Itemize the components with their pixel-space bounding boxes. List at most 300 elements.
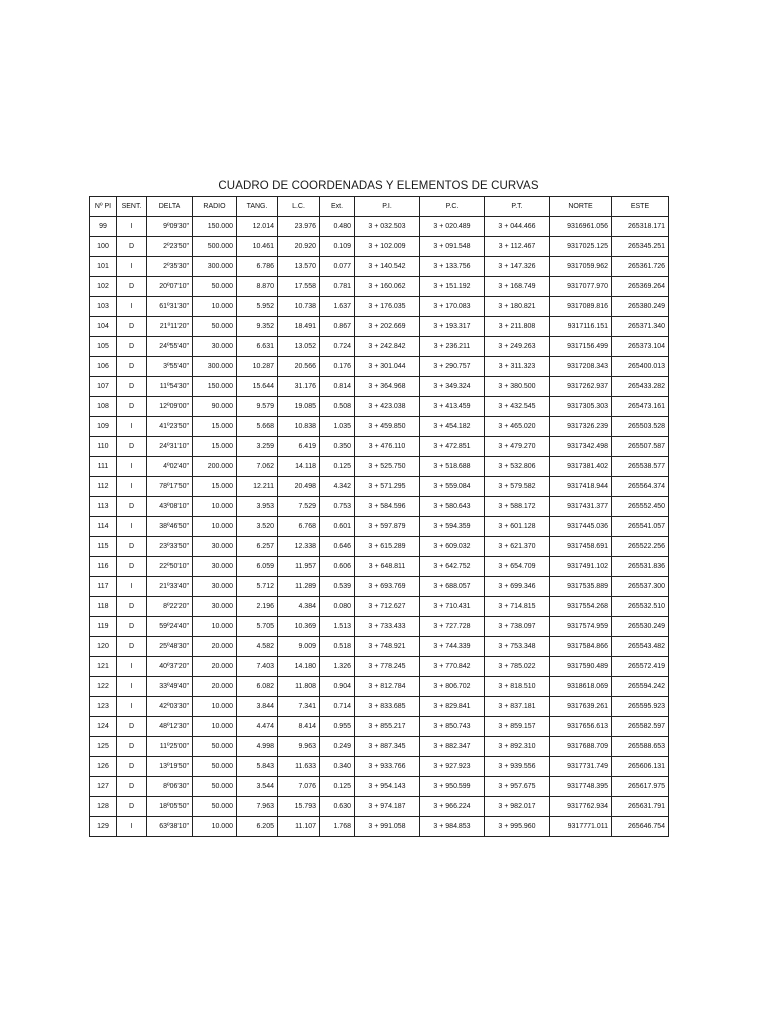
cell-pc: 3 + 829.841 <box>420 697 485 717</box>
cell-delta: 42º03'30" <box>147 697 193 717</box>
cell-pi-station: 3 + 991.058 <box>355 817 420 837</box>
cell-lc: 14.180 <box>278 657 320 677</box>
cell-norte: 9317554.268 <box>550 597 612 617</box>
cell-tang: 6.059 <box>237 557 278 577</box>
cell-ext: 0.714 <box>320 697 355 717</box>
cell-norte: 9318618.069 <box>550 677 612 697</box>
cell-este: 265318.171 <box>612 217 669 237</box>
cell-este: 265617.975 <box>612 777 669 797</box>
cell-pc: 3 + 727.728 <box>420 617 485 637</box>
cell-delta: 13º19'50" <box>147 757 193 777</box>
cell-pi: 99 <box>90 217 117 237</box>
cell-este: 265646.754 <box>612 817 669 837</box>
table-row <box>90 697 669 717</box>
cell-tang: 2.196 <box>237 597 278 617</box>
cell-pc: 3 + 770.842 <box>420 657 485 677</box>
header-row <box>90 197 669 217</box>
cell-pt: 3 + 249.263 <box>485 337 550 357</box>
cell-sent: D <box>117 337 147 357</box>
cell-lc: 6.768 <box>278 517 320 537</box>
cell-radio: 10.000 <box>193 717 237 737</box>
cell-pi: 113 <box>90 497 117 517</box>
cell-este: 265433.282 <box>612 377 669 397</box>
cell-lc: 10.369 <box>278 617 320 637</box>
header-pi: Nº PI <box>90 197 117 217</box>
cell-sent: D <box>117 797 147 817</box>
cell-pc: 3 + 151.192 <box>420 277 485 297</box>
cell-tang: 3.953 <box>237 497 278 517</box>
cell-pt: 3 + 532.806 <box>485 457 550 477</box>
cell-tang: 6.786 <box>237 257 278 277</box>
cell-ext: 1.326 <box>320 657 355 677</box>
cell-este: 265522.256 <box>612 537 669 557</box>
table-row <box>90 357 669 377</box>
cell-sent: I <box>117 577 147 597</box>
cell-sent: D <box>117 557 147 577</box>
cell-radio: 20.000 <box>193 677 237 697</box>
cell-lc: 8.414 <box>278 717 320 737</box>
cell-este: 265582.597 <box>612 717 669 737</box>
table-row <box>90 297 669 317</box>
cell-sent: D <box>117 597 147 617</box>
cell-ext: 0.249 <box>320 737 355 757</box>
cell-norte: 9317491.102 <box>550 557 612 577</box>
cell-ext: 0.955 <box>320 717 355 737</box>
cell-radio: 30.000 <box>193 337 237 357</box>
cell-pt: 3 + 892.310 <box>485 737 550 757</box>
cell-este: 265369.264 <box>612 277 669 297</box>
cell-tang: 9.352 <box>237 317 278 337</box>
cell-este: 265371.340 <box>612 317 669 337</box>
cell-delta: 59º24'40" <box>147 617 193 637</box>
cell-pt: 3 + 432.545 <box>485 397 550 417</box>
cell-delta: 11º25'00" <box>147 737 193 757</box>
cell-pt: 3 + 168.749 <box>485 277 550 297</box>
table-row <box>90 577 669 597</box>
cell-ext: 0.340 <box>320 757 355 777</box>
cell-pi-station: 3 + 364.968 <box>355 377 420 397</box>
cell-norte: 9317059.962 <box>550 257 612 277</box>
cell-pi: 124 <box>90 717 117 737</box>
cell-lc: 18.491 <box>278 317 320 337</box>
cell-norte: 9317639.261 <box>550 697 612 717</box>
header-pt: P.T. <box>485 197 550 217</box>
cell-pi: 102 <box>90 277 117 297</box>
cell-norte: 9317326.239 <box>550 417 612 437</box>
cell-pc: 3 + 290.757 <box>420 357 485 377</box>
cell-ext: 0.904 <box>320 677 355 697</box>
cell-pi-station: 3 + 712.627 <box>355 597 420 617</box>
cell-pc: 3 + 710.431 <box>420 597 485 617</box>
cell-lc: 14.118 <box>278 457 320 477</box>
cell-pi: 111 <box>90 457 117 477</box>
cell-este: 265531.836 <box>612 557 669 577</box>
cell-pi: 123 <box>90 697 117 717</box>
cell-pc: 3 + 193.317 <box>420 317 485 337</box>
cell-norte: 9317458.691 <box>550 537 612 557</box>
cell-pc: 3 + 927.923 <box>420 757 485 777</box>
cell-pi: 101 <box>90 257 117 277</box>
cell-radio: 50.000 <box>193 757 237 777</box>
cell-sent: I <box>117 417 147 437</box>
cell-pi: 116 <box>90 557 117 577</box>
cell-pi-station: 3 + 733.433 <box>355 617 420 637</box>
cell-radio: 30.000 <box>193 557 237 577</box>
cell-pt: 3 + 380.500 <box>485 377 550 397</box>
cell-sent: D <box>117 777 147 797</box>
cell-delta: 40º37'20" <box>147 657 193 677</box>
cell-ext: 0.480 <box>320 217 355 237</box>
cell-lc: 31.176 <box>278 377 320 397</box>
cell-delta: 24º55'40" <box>147 337 193 357</box>
cell-pi: 125 <box>90 737 117 757</box>
cell-ext: 1.513 <box>320 617 355 637</box>
cell-pt: 3 + 465.020 <box>485 417 550 437</box>
curves-table <box>89 196 669 837</box>
cell-pc: 3 + 454.182 <box>420 417 485 437</box>
cell-pt: 3 + 714.815 <box>485 597 550 617</box>
cell-delta: 21º11'20" <box>147 317 193 337</box>
cell-pt: 3 + 753.348 <box>485 637 550 657</box>
cell-este: 265588.653 <box>612 737 669 757</box>
cell-tang: 6.205 <box>237 817 278 837</box>
table-row <box>90 797 669 817</box>
table-row <box>90 757 669 777</box>
cell-lc: 4.384 <box>278 597 320 617</box>
cell-pt: 3 + 211.808 <box>485 317 550 337</box>
cell-pi-station: 3 + 140.542 <box>355 257 420 277</box>
cell-tang: 5.668 <box>237 417 278 437</box>
cell-lc: 23.976 <box>278 217 320 237</box>
cell-pc: 3 + 744.339 <box>420 637 485 657</box>
cell-tang: 5.705 <box>237 617 278 637</box>
cell-ext: 0.539 <box>320 577 355 597</box>
cell-pt: 3 + 654.709 <box>485 557 550 577</box>
cell-pc: 3 + 559.084 <box>420 477 485 497</box>
cell-tang: 7.963 <box>237 797 278 817</box>
table-row <box>90 417 669 437</box>
cell-sent: D <box>117 317 147 337</box>
cell-pt: 3 + 588.172 <box>485 497 550 517</box>
cell-radio: 50.000 <box>193 277 237 297</box>
table-title: CUADRO DE COORDENADAS Y ELEMENTOS DE CURVAS <box>218 180 539 192</box>
cell-pt: 3 + 147.326 <box>485 257 550 277</box>
cell-radio: 30.000 <box>193 577 237 597</box>
cell-pi-station: 3 + 778.245 <box>355 657 420 677</box>
cell-delta: 8º22'20" <box>147 597 193 617</box>
cell-radio: 90.000 <box>193 397 237 417</box>
table-row <box>90 637 669 657</box>
cell-lc: 12.338 <box>278 537 320 557</box>
cell-pt: 3 + 601.128 <box>485 517 550 537</box>
cell-sent: I <box>117 517 147 537</box>
cell-norte: 9317305.303 <box>550 397 612 417</box>
cell-norte: 9317574.959 <box>550 617 612 637</box>
cell-ext: 0.814 <box>320 377 355 397</box>
cell-pc: 3 + 882.347 <box>420 737 485 757</box>
cell-pc: 3 + 236.211 <box>420 337 485 357</box>
header-tang: TANG. <box>237 197 278 217</box>
cell-ext: 0.176 <box>320 357 355 377</box>
cell-este: 265572.419 <box>612 657 669 677</box>
table-row <box>90 817 669 837</box>
cell-pc: 3 + 609.032 <box>420 537 485 557</box>
cell-tang: 5.843 <box>237 757 278 777</box>
cell-radio: 20.000 <box>193 637 237 657</box>
header-norte: NORTE <box>550 197 612 217</box>
cell-norte: 9317584.866 <box>550 637 612 657</box>
cell-radio: 200.000 <box>193 457 237 477</box>
cell-pt: 3 + 621.370 <box>485 537 550 557</box>
cell-este: 265507.587 <box>612 437 669 457</box>
table-row <box>90 597 669 617</box>
cell-pi: 115 <box>90 537 117 557</box>
cell-este: 265552.450 <box>612 497 669 517</box>
cell-este: 265473.161 <box>612 397 669 417</box>
cell-radio: 30.000 <box>193 537 237 557</box>
cell-lc: 11.633 <box>278 757 320 777</box>
cell-pt: 3 + 859.157 <box>485 717 550 737</box>
cell-pi: 108 <box>90 397 117 417</box>
cell-tang: 4.998 <box>237 737 278 757</box>
cell-pt: 3 + 579.582 <box>485 477 550 497</box>
cell-tang: 3.259 <box>237 437 278 457</box>
cell-pc: 3 + 091.548 <box>420 237 485 257</box>
cell-lc: 6.419 <box>278 437 320 457</box>
cell-tang: 12.211 <box>237 477 278 497</box>
cell-tang: 6.631 <box>237 337 278 357</box>
table-row <box>90 517 669 537</box>
table-row <box>90 397 669 417</box>
cell-radio: 10.000 <box>193 697 237 717</box>
cell-pi-station: 3 + 648.811 <box>355 557 420 577</box>
cell-norte: 9317445.036 <box>550 517 612 537</box>
cell-lc: 15.793 <box>278 797 320 817</box>
cell-ext: 0.781 <box>320 277 355 297</box>
cell-sent: D <box>117 717 147 737</box>
cell-pi-station: 3 + 032.503 <box>355 217 420 237</box>
cell-radio: 50.000 <box>193 317 237 337</box>
cell-pi-station: 3 + 855.217 <box>355 717 420 737</box>
cell-tang: 10.287 <box>237 357 278 377</box>
cell-este: 265537.300 <box>612 577 669 597</box>
cell-este: 265595.923 <box>612 697 669 717</box>
cell-norte: 9317381.402 <box>550 457 612 477</box>
cell-norte: 9317748.395 <box>550 777 612 797</box>
cell-pi-station: 3 + 812.784 <box>355 677 420 697</box>
cell-este: 265564.374 <box>612 477 669 497</box>
cell-tang: 6.082 <box>237 677 278 697</box>
cell-pi: 122 <box>90 677 117 697</box>
cell-delta: 24º31'10" <box>147 437 193 457</box>
cell-sent: D <box>117 617 147 637</box>
cell-pc: 3 + 642.752 <box>420 557 485 577</box>
cell-pi-station: 3 + 693.769 <box>355 577 420 597</box>
cell-delta: 12º09'00" <box>147 397 193 417</box>
cell-pi-station: 3 + 423.038 <box>355 397 420 417</box>
cell-pc: 3 + 850.743 <box>420 717 485 737</box>
cell-delta: 8º06'30" <box>147 777 193 797</box>
cell-sent: D <box>117 737 147 757</box>
cell-pt: 3 + 112.467 <box>485 237 550 257</box>
cell-radio: 30.000 <box>193 597 237 617</box>
cell-pi: 100 <box>90 237 117 257</box>
cell-pc: 3 + 966.224 <box>420 797 485 817</box>
header-sent: SENT. <box>117 197 147 217</box>
cell-pc: 3 + 594.359 <box>420 517 485 537</box>
cell-pc: 3 + 580.643 <box>420 497 485 517</box>
table-row <box>90 657 669 677</box>
cell-este: 265538.577 <box>612 457 669 477</box>
cell-pc: 3 + 413.459 <box>420 397 485 417</box>
cell-ext: 0.601 <box>320 517 355 537</box>
cell-delta: 4º02'40" <box>147 457 193 477</box>
cell-ext: 0.125 <box>320 777 355 797</box>
cell-pi: 109 <box>90 417 117 437</box>
cell-ext: 0.109 <box>320 237 355 257</box>
cell-delta: 38º46'50" <box>147 517 193 537</box>
cell-pi-station: 3 + 301.044 <box>355 357 420 377</box>
cell-sent: D <box>117 637 147 657</box>
cell-este: 265361.726 <box>612 257 669 277</box>
header-pc: P.C. <box>420 197 485 217</box>
cell-pi: 106 <box>90 357 117 377</box>
cell-este: 265373.104 <box>612 337 669 357</box>
header-pi-station: P.I. <box>355 197 420 217</box>
cell-sent: D <box>117 497 147 517</box>
cell-pt: 3 + 311.323 <box>485 357 550 377</box>
cell-pi-station: 3 + 459.850 <box>355 417 420 437</box>
cell-delta: 20º07'10" <box>147 277 193 297</box>
cell-tang: 5.952 <box>237 297 278 317</box>
cell-lc: 13.052 <box>278 337 320 357</box>
cell-pi-station: 3 + 954.143 <box>355 777 420 797</box>
header-radio: RADIO <box>193 197 237 217</box>
cell-pi-station: 3 + 748.921 <box>355 637 420 657</box>
table-row <box>90 377 669 397</box>
cell-pi: 120 <box>90 637 117 657</box>
cell-radio: 10.000 <box>193 297 237 317</box>
table-row <box>90 437 669 457</box>
cell-radio: 150.000 <box>193 217 237 237</box>
table-row <box>90 737 669 757</box>
cell-pi-station: 3 + 176.035 <box>355 297 420 317</box>
cell-norte: 9317762.934 <box>550 797 612 817</box>
cell-sent: I <box>117 257 147 277</box>
cell-radio: 15.000 <box>193 477 237 497</box>
cell-este: 265380.249 <box>612 297 669 317</box>
cell-tang: 10.461 <box>237 237 278 257</box>
cell-norte: 9317731.749 <box>550 757 612 777</box>
cell-lc: 9.009 <box>278 637 320 657</box>
cell-pt: 3 + 939.556 <box>485 757 550 777</box>
table-row <box>90 237 669 257</box>
cell-delta: 48º12'30" <box>147 717 193 737</box>
cell-norte: 9317656.613 <box>550 717 612 737</box>
cell-lc: 19.085 <box>278 397 320 417</box>
cell-pt: 3 + 479.270 <box>485 437 550 457</box>
cell-pt: 3 + 785.022 <box>485 657 550 677</box>
cell-norte: 9316961.056 <box>550 217 612 237</box>
cell-este: 265345.251 <box>612 237 669 257</box>
cell-norte: 9317208.343 <box>550 357 612 377</box>
cell-lc: 17.558 <box>278 277 320 297</box>
cell-sent: D <box>117 277 147 297</box>
cell-pi-station: 3 + 571.295 <box>355 477 420 497</box>
table-row <box>90 277 669 297</box>
table-row <box>90 677 669 697</box>
cell-pi-station: 3 + 887.345 <box>355 737 420 757</box>
cell-lc: 7.076 <box>278 777 320 797</box>
cell-sent: D <box>117 357 147 377</box>
cell-sent: D <box>117 397 147 417</box>
cell-pi-station: 3 + 584.596 <box>355 497 420 517</box>
cell-pc: 3 + 984.853 <box>420 817 485 837</box>
cell-lc: 9.963 <box>278 737 320 757</box>
cell-pi: 121 <box>90 657 117 677</box>
table-row <box>90 557 669 577</box>
cell-radio: 15.000 <box>193 437 237 457</box>
cell-norte: 9317342.498 <box>550 437 612 457</box>
cell-sent: I <box>117 677 147 697</box>
cell-tang: 4.582 <box>237 637 278 657</box>
cell-tang: 6.257 <box>237 537 278 557</box>
table-row <box>90 337 669 357</box>
cell-pc: 3 + 806.702 <box>420 677 485 697</box>
cell-lc: 11.808 <box>278 677 320 697</box>
cell-pt: 3 + 738.097 <box>485 617 550 637</box>
cell-este: 265541.057 <box>612 517 669 537</box>
cell-radio: 50.000 <box>193 797 237 817</box>
table-row <box>90 217 669 237</box>
cell-lc: 7.529 <box>278 497 320 517</box>
cell-lc: 20.498 <box>278 477 320 497</box>
cell-pc: 3 + 020.489 <box>420 217 485 237</box>
cell-pi: 126 <box>90 757 117 777</box>
cell-ext: 4.342 <box>320 477 355 497</box>
cell-delta: 3º55'40" <box>147 357 193 377</box>
cell-delta: 18º05'50" <box>147 797 193 817</box>
table-row <box>90 257 669 277</box>
cell-norte: 9317089.816 <box>550 297 612 317</box>
cell-tang: 3.544 <box>237 777 278 797</box>
table-row <box>90 457 669 477</box>
cell-pi: 129 <box>90 817 117 837</box>
cell-radio: 150.000 <box>193 377 237 397</box>
cell-ext: 0.867 <box>320 317 355 337</box>
cell-norte: 9317077.970 <box>550 277 612 297</box>
cell-delta: 2º35'30" <box>147 257 193 277</box>
cell-norte: 9317262.937 <box>550 377 612 397</box>
cell-norte: 9317116.151 <box>550 317 612 337</box>
cell-pt: 3 + 957.675 <box>485 777 550 797</box>
cell-sent: I <box>117 217 147 237</box>
cell-lc: 13.570 <box>278 257 320 277</box>
cell-pc: 3 + 133.756 <box>420 257 485 277</box>
cell-sent: I <box>117 657 147 677</box>
cell-pi-station: 3 + 242.842 <box>355 337 420 357</box>
table-row <box>90 717 669 737</box>
cell-tang: 5.712 <box>237 577 278 597</box>
cell-pi: 105 <box>90 337 117 357</box>
cell-pc: 3 + 518.688 <box>420 457 485 477</box>
cell-sent: D <box>117 237 147 257</box>
cell-delta: 21º33'40" <box>147 577 193 597</box>
cell-sent: I <box>117 297 147 317</box>
cell-pi-station: 3 + 597.879 <box>355 517 420 537</box>
cell-pi: 107 <box>90 377 117 397</box>
cell-este: 265400.013 <box>612 357 669 377</box>
